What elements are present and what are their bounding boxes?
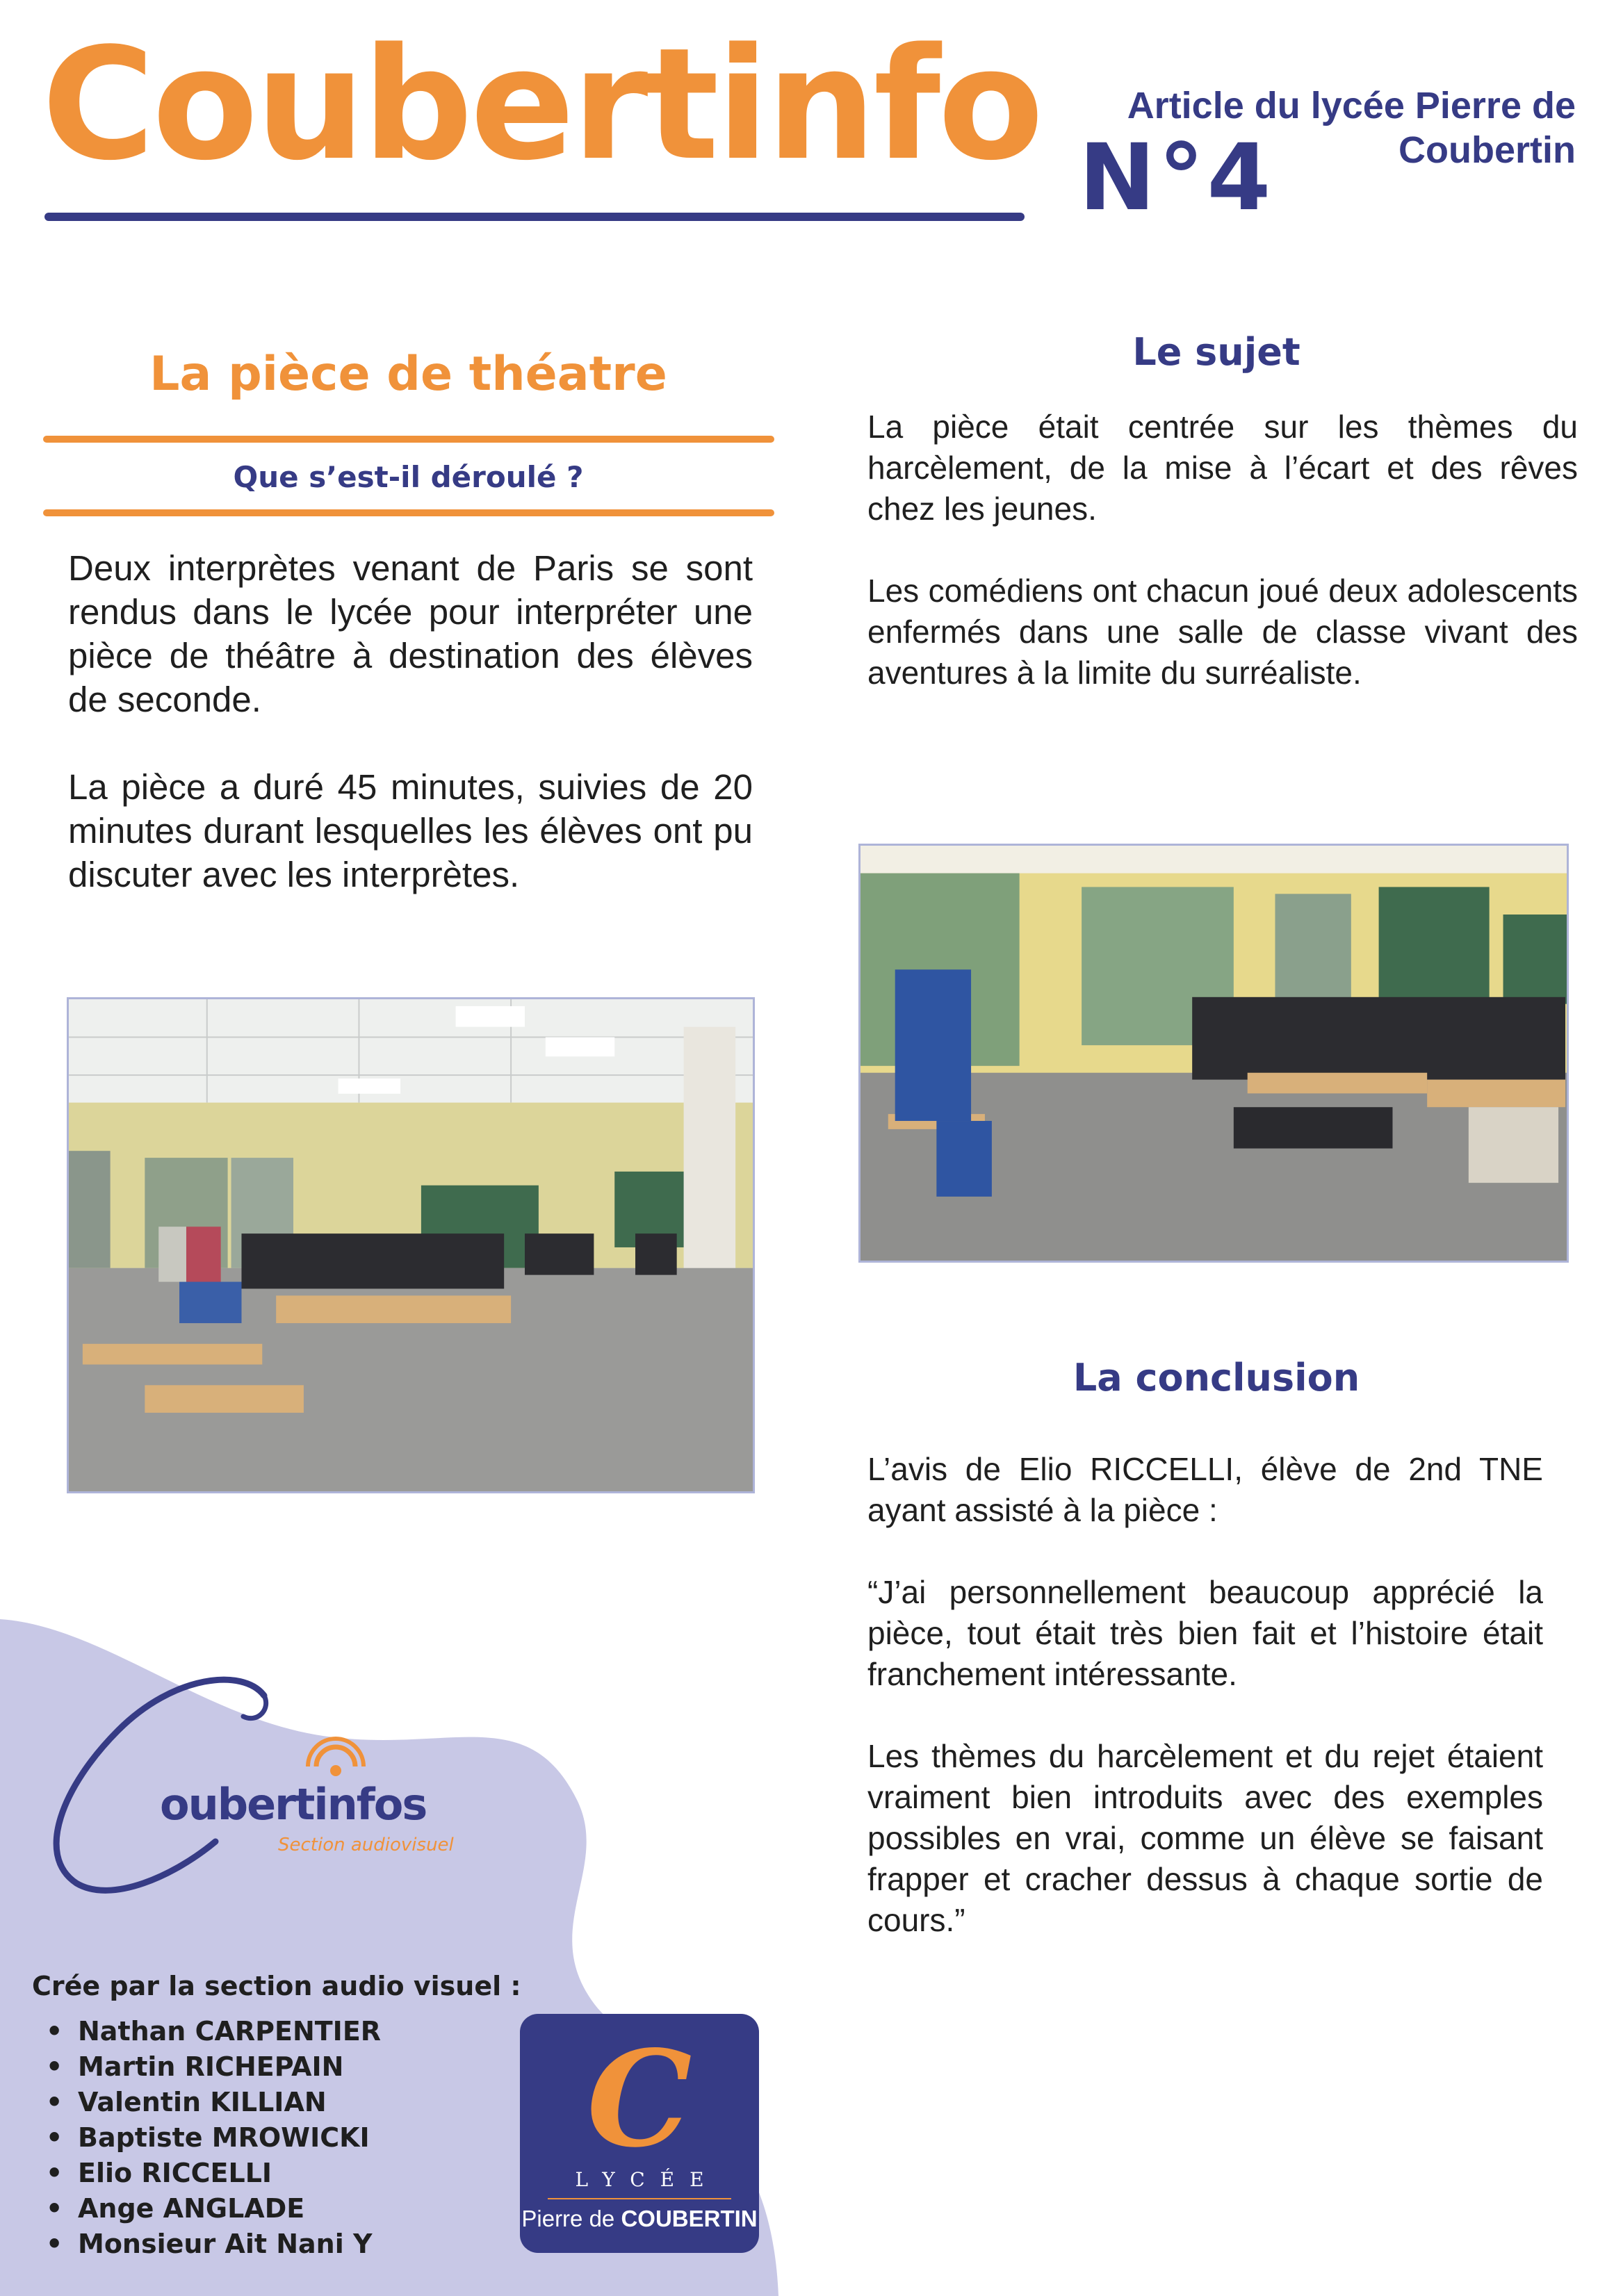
photo-classroom-wide (67, 997, 755, 1493)
left-paragraph: La pièce a duré 45 minutes, suivies de 20 minutes durant lesquelles les élèves ont pu discuter avec les interprètes. (68, 767, 753, 894)
credits-item: • Monsieur Ait Nani Y (46, 2227, 381, 2262)
credits-item: • Ange ANGLADE (46, 2191, 381, 2227)
school-logo-badge (520, 2014, 759, 2253)
conclusion-paragraph: L’avis de Elio RICCELLI, élève de 2nd TNE ayant assisté à la pièce : (867, 1451, 1543, 1528)
section-title-play: La pièce de théatre (149, 347, 667, 402)
conclusion-paragraph: Les thèmes du harcèlement et du rejet étaient vraiment bien introduits avec des exemples possibles en vrai, comme un élève se faisant frapper et cracher dessus à chaque sortie de cours.” (867, 1738, 1543, 1938)
credits-item: • Elio RICCELLI (46, 2156, 381, 2191)
logo-wordmark: oubertinfos (160, 1779, 427, 1830)
badge-lycee-label: LYCÉE (575, 2168, 719, 2191)
credits-item: • Nathan CARPENTIER (46, 2014, 381, 2049)
badge-school-name (520, 2206, 759, 2232)
credits-item: • Martin RICHEPAIN (46, 2049, 381, 2085)
conclusion-paragraph: “J’ai personnellement beaucoup apprécié la pièce, tout était très bien fait et l’histoire était franchement intéressante. (867, 1574, 1543, 1692)
logo-tagline: Section audiovisuel (278, 1835, 454, 1855)
badge-name-plain: Pierre de (521, 2206, 621, 2231)
section-title-subject: Le sujet (1132, 330, 1300, 374)
subject-paragraph: La pièce était centrée sur les thèmes du harcèlement, de la mise à l’écart et des rêves chez les jeunes. (867, 409, 1578, 527)
conclusion-body (867, 1449, 1543, 1941)
issue-number: N°4 (1079, 124, 1274, 231)
photo-performance (858, 844, 1569, 1263)
masthead (42, 15, 1041, 229)
badge-rule (548, 2198, 731, 2199)
credits-item: • Baptiste MROWICKI (46, 2120, 381, 2156)
masthead-rule (44, 213, 1025, 221)
coubertinfos-logo (35, 1668, 480, 1904)
left-body (68, 546, 753, 896)
badge-name-bold: COUBERTIN (621, 2206, 758, 2231)
orange-rule-bottom (43, 509, 774, 516)
credits-item: • Valentin KILLIAN (46, 2085, 381, 2120)
subject-paragraph: Les comédiens ont chacun joué deux adolescents enfermés dans une salle de classe vivant des aventures à la limite du surréaliste. (867, 573, 1578, 691)
credits-list (46, 2014, 381, 2262)
subject-body (867, 407, 1578, 694)
credits-title: Crée par la section audio visuel : (32, 1971, 521, 2001)
orange-rule-top (43, 436, 774, 443)
left-paragraph: Deux interprètes venant de Paris se sont rendus dans le lycée pour interpréter une pièce de théâtre à destination des élèves de seconde. (68, 548, 753, 719)
issue-description: Article du lycée Pierre de Coubertin (1127, 85, 1576, 171)
badge-letter: C (587, 2022, 692, 2176)
section-title-conclusion: La conclusion (1073, 1356, 1360, 1400)
newsletter-title: Coubertinfo (42, 15, 1041, 195)
section-subtitle: Que s’est-il déroulé ? (233, 460, 584, 494)
